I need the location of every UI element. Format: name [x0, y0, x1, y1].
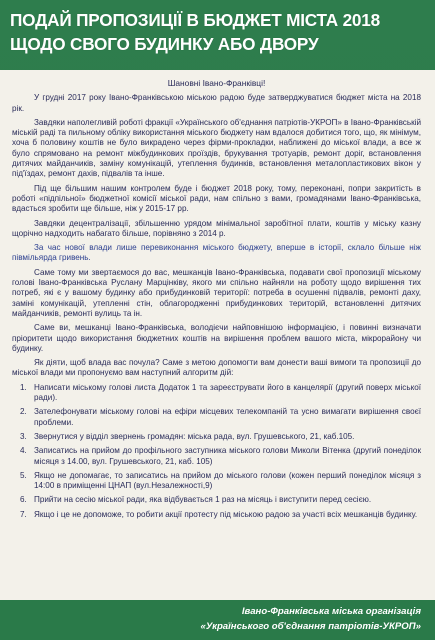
step-number: 1.: [20, 382, 27, 392]
paragraph-7: Саме ви, мешканці Івано-Франківська, володієчи найповнішою інформацією, і повинні визначати пріоритети щодо використання бюджетних коштів на вирішення проблем вашого міста, мікрорайону чи будинку.: [12, 323, 421, 353]
footer-line-2: «Українського об'єднання патріотів-УКРОП»: [200, 621, 421, 632]
paragraph-2: Завдяки наполегливій роботі фракції «Українського об'єднання патріотів-УКРОП» в Івано-Франківській міській раді та пильному обліку використання міського бюджету нам вдалося добитися того, що, як мінімум, хоча б половину коштів не було викрадено через фірми-прокладки, наближені до міської влади, а все ж було спрямовано на ремонт міжбудинкових проїздів, брукування тротуарів, ремонт доріг, встановлення дитячих майданчиків, заміну комунікацій, утеплення будинків, встановлення металопластикових вікон у під'їздах, ремонт дахів, підвалів та інше.: [12, 117, 421, 179]
step-text: Якщо не допомагає, то записатись на прийом до міського голови (кожен перший понеділок місяця з 14:00 в приміщенні ЦНАП (вул.Незалежності,9): [34, 470, 421, 491]
step-text: Якщо і це не допоможе, то робити акції протесту під міською радою за участі всіх мешканців будинку.: [34, 509, 418, 519]
paragraph-6: Саме тому ми звертаємося до вас, мешканців Івано-Франківська, подавати свої пропозиції міському голові Івано-Франківська Руслану Марцінківу, якого ми спільно найняли на роботу щодо вирішення тих потреб, які є у вашому будинку або прибудинковій території: потреба в осушенні підвалів, ремонті даху, заміні комунікацій, утепленні стін, облагородженні прибудинкових територій, встановленні дитячих майданчиків, ремонті вулиць та ін.: [12, 267, 421, 318]
steps-list: [12, 383, 421, 520]
paragraph-4: Завдяки децентралізації, збільшенню урядом мінімальної заробітної плати, коштів у міську казну щорічно надходить набагато більше, порівняно з 2014 р.: [12, 218, 421, 238]
footer: [0, 600, 435, 640]
step-text: Записатись на прийом до профільного заступника міського голови Миколи Вітенка (другий понеділок місяця з 14.00, вул. Грушевського, 21, каб. 105): [34, 446, 421, 466]
step-item: [12, 432, 421, 442]
paragraph-5: За час нової влади лише перевиконання міського бюджету, вперше в історії, склало більше ніж півмільярда гривень.: [12, 243, 421, 263]
step-number: 3.: [20, 431, 27, 441]
step-text: Звернутися у відділ звернень громадян: міська рада, вул. Грушевського, 21, каб.105.: [34, 431, 355, 441]
paragraph-1: У грудні 2017 року Івано-Франківською міською радою буде затверджуватися бюджет міста на 2018 рік.: [12, 93, 421, 113]
step-item: [12, 510, 421, 520]
paragraph-8: Як діяти, щоб влада вас почула? Саме з метою допомогти вам донести ваші вимоги та пропозиції до міської влади ми пропонуємо вам наступний алгоритм дій:: [12, 358, 421, 378]
footer-line-1: Івано-Франківська міська організація: [241, 606, 421, 617]
greeting: Шановні Івано-Франківці!: [167, 78, 266, 88]
step-number: 4.: [20, 446, 27, 456]
step-item: [12, 383, 421, 404]
step-item: [12, 471, 421, 492]
title-line-2: ЩОДО СВОГО БУДИНКУ АБО ДВОРУ: [10, 34, 319, 54]
title-line-1: ПОДАЙ ПРОПОЗИЦІЇ В БЮДЖЕТ МІСТА 2018: [10, 10, 381, 30]
header: [0, 0, 435, 70]
step-number: 5.: [20, 470, 27, 480]
body-text: [0, 70, 435, 600]
step-item: [12, 495, 421, 505]
step-number: 6.: [20, 495, 27, 505]
paragraph-3: Під ще більшим нашим контролем буде і бюджет 2018 року, тому, переконані, попри закритість в роботі «підпільної» бюджетної комісії міської ради, нам спільно з вами, громадянами Івано-Франківська, вдасться зробити ще більше, ніж у 2015-17 рр.: [12, 183, 421, 214]
step-text: Зателефонувати міському голові на ефіри місцевих телекомпаній та усно вимагати вирішення своєї проблеми.: [34, 407, 421, 427]
step-text: Прийти на сесію міської ради, яка відбувається 1 раз на місяць і виступити перед сесією.: [34, 495, 372, 505]
step-item: [12, 446, 421, 467]
step-text: Написати міському голові листа Додаток 1 та зареєструвати його в канцелярії (другий поверх міської ради).: [34, 382, 421, 403]
step-number: 2.: [20, 407, 27, 417]
step-number: 7.: [20, 509, 27, 519]
step-item: [12, 407, 421, 428]
